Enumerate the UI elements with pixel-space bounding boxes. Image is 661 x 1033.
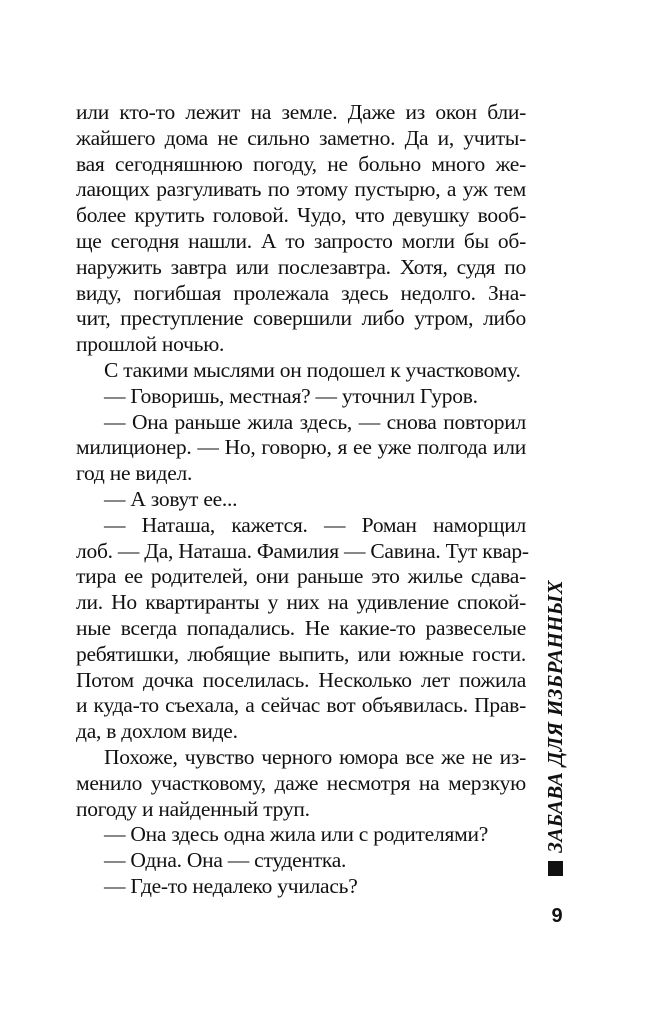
text-line: — Где-то недалеко училась? <box>104 873 358 898</box>
text-line: чит, преступление совершили либо утром, либо <box>76 306 526 331</box>
text-line: Похоже, чувство черного юмора все же не из- <box>104 744 526 769</box>
text-line: наружить завтра или послезавтра. Хотя, судя по <box>76 254 526 279</box>
text-line: милиционер. — Но, говорю, я ее уже полгода или <box>76 435 526 460</box>
text-line: или кто-то лежит на земле. Даже из окон бли- <box>76 100 526 124</box>
text-line: тира ее родителей, они раньше это жилье сдава- <box>76 564 526 589</box>
text-line: год не видел. <box>76 461 193 486</box>
text-line: — Одна. Она — студентка. <box>104 848 347 873</box>
text-line: погоду и найденный труп. <box>76 796 310 821</box>
text-line: вая сегодняшнюю погоду, не больно много же- <box>76 151 526 176</box>
text-line: ли. Но квартиранты у них на удивление спокой- <box>76 590 526 615</box>
text-line: более крутить головой. Чудо, что девушку вооб- <box>76 203 526 228</box>
text-line: — Наташа, кажется. — Роман наморщил <box>104 512 526 537</box>
square-marker-icon <box>548 861 563 876</box>
text-line: жайшего дома не сильно заметно. Да и, учиты- <box>76 125 526 150</box>
text-line: прошлой ночью. <box>76 332 225 357</box>
text-line: — Она раньше жила здесь, — снова повторил <box>104 409 526 434</box>
text-line: ще сегодня нашли. А то запросто могли бы об- <box>76 228 526 253</box>
page-number: 9 <box>551 905 563 927</box>
text-line: лоб. — Да, Наташа. Фамилия — Савина. Тут квар- <box>76 538 529 563</box>
text-line: Потом дочка поселилась. Несколько лет пожила <box>76 667 526 692</box>
text-line: менило участковому, даже несмотря на мерзкую <box>76 770 526 795</box>
text-line: ные всегда попадались. Не какие-то развеселые <box>76 615 526 640</box>
text-line: — Она здесь одна жила или с родителями? <box>104 822 488 847</box>
text-line: виду, погибшая пролежала здесь недолго. Зна- <box>76 280 526 305</box>
text-line: да, в дохлом виде. <box>76 719 238 744</box>
body-text <box>76 100 529 900</box>
text-line: ребятишки, любящие выпить, или южные гости. <box>76 641 526 666</box>
running-title: ЗАБАВА ДЛЯ ИЗБРАННЫХ <box>542 580 567 853</box>
text-line: и куда-то съехала, а сейчас вот объявилась. Прав- <box>76 693 526 718</box>
running-title-block <box>535 580 575 900</box>
text-line: С такими мыслями он подошел к участковому. <box>104 357 521 382</box>
text-line: — Говоришь, местная? — уточнил Гуров. <box>104 383 478 408</box>
text-line: лающих разгуливать по этому пустырю, а уж тем <box>76 177 526 202</box>
text-line: — А зовут ее... <box>104 486 238 511</box>
